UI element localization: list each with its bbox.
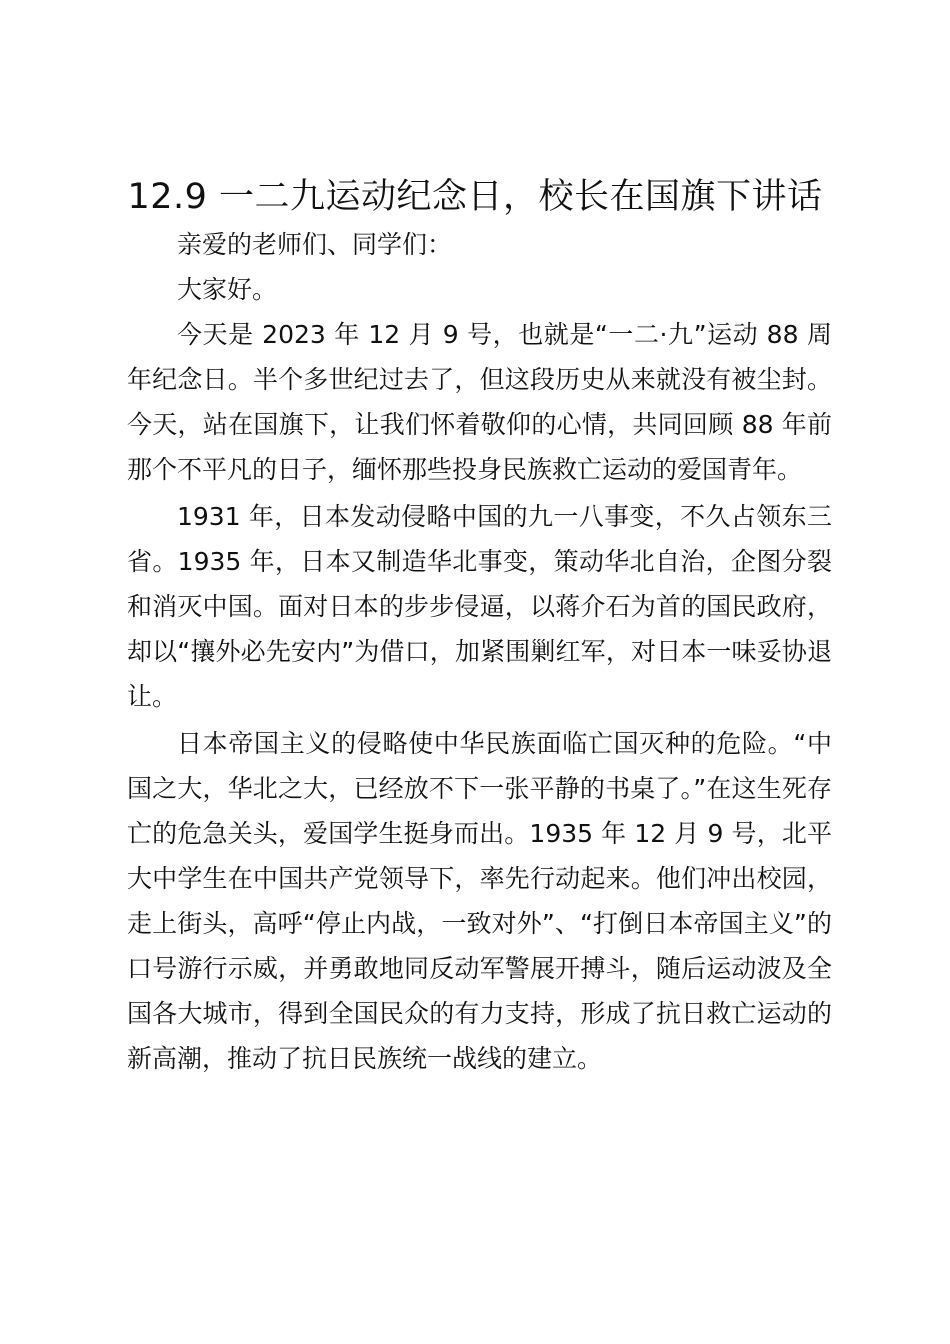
document-body [127,222,832,1081]
paragraph-intro: 今天是 2023 年 12 月 9 号，也就是“一二·九”运动 88 周年纪念日。半个多世纪过去了，但这段历史从来就没有被尘封。今天，站在国旗下，让我们怀着敬仰的心情，共同回顾 88 年前那个不平凡的日子，缅怀那些投身民族救亡运动的爱国青年。 [127,320,832,484]
document-title: 12.9 一二九运动纪念日，校长在国旗下讲话 [127,177,823,217]
paragraph-greeting: 大家好。 [177,275,278,304]
paragraph-background: 1931 年，日本发动侵略中国的九一八事变，不久占领东三省。1935 年，日本又制造华北事变，策动华北自治，企图分裂和消灭中国。面对日本的步步侵逼，以蒋介石为首的国民政府，却以“攘外必先安内”为借口，加紧围剿红军，对日本一味妥协退让。 [127,502,832,711]
paragraph-movement: 日本帝国主义的侵略使中华民族面临亡国灭种的危险。“中国之大，华北之大，已经放不下一张平静的书桌了。”在这生死存亡的危急关头，爱国学生挺身而出。1935 年 12 月 9 号，北平大中学生在中国共产党领导下，率先行动起来。他们冲出校园，走上街头，高呼“停止内战，一致对外”、“打倒日本帝国主义”的口号游行示威，并勇敢地同反动军警展开搏斗，随后运动波及全国各大城市，得到全国民众的有力支持，形成了抗日救亡运动的新高潮，推动了抗日民族统一战线的建立。 [127,729,832,1073]
paragraph-salutation: 亲爱的老师们、同学们： [177,230,453,259]
